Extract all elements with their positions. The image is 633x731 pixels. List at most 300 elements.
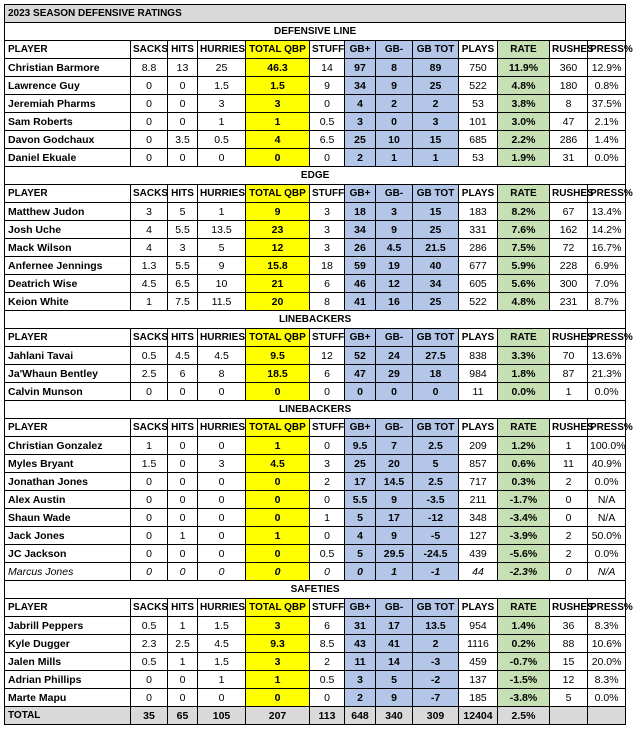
cell-hits: 0	[168, 563, 198, 581]
cell-gb-plus: 0	[345, 563, 376, 581]
cell-rushes: 286	[550, 131, 588, 149]
cell-plays: 127	[459, 527, 498, 545]
cell-total-qbp: 3	[246, 95, 310, 113]
cell-gb-minus: 9	[376, 491, 413, 509]
cell-plays: 11	[459, 383, 498, 401]
column-header-gb-tot: GB TOT	[413, 599, 459, 617]
cell-gb-tot: -3.5	[413, 491, 459, 509]
cell-rushes: 15	[550, 653, 588, 671]
cell-gb-tot: 21.5	[413, 239, 459, 257]
cell-hurries: 0	[198, 491, 246, 509]
column-header-gb-plus: GB+	[345, 329, 376, 347]
cell-total-qbp: 0	[246, 383, 310, 401]
cell-gb-plus: 5	[345, 545, 376, 563]
cell-gb-tot: 18	[413, 365, 459, 383]
cell-player: Christian Gonzalez	[5, 437, 131, 455]
column-header-stuff: STUFF	[310, 419, 345, 437]
cell-hurries: 0	[198, 437, 246, 455]
table-row	[5, 347, 626, 365]
cell-rushes: 2	[550, 473, 588, 491]
total-sacks: 35	[131, 707, 168, 725]
column-header-hurries: HURRIES	[198, 329, 246, 347]
cell-gb-minus: 5	[376, 671, 413, 689]
cell-gb-tot: 1	[413, 149, 459, 167]
cell-hurries: 0	[198, 689, 246, 707]
cell-stuff: 0	[310, 437, 345, 455]
cell-gb-minus: 4.5	[376, 239, 413, 257]
cell-gb-tot: 2	[413, 635, 459, 653]
cell-total-qbp: 0	[246, 545, 310, 563]
cell-gb-plus: 3	[345, 671, 376, 689]
cell-hits: 3	[168, 239, 198, 257]
column-header-plays: PLAYS	[459, 329, 498, 347]
column-header-press-pct: PRESS%	[588, 419, 626, 437]
cell-plays: 44	[459, 563, 498, 581]
cell-hurries: 9	[198, 257, 246, 275]
cell-sacks: 3	[131, 203, 168, 221]
cell-press-pct: 2.1%	[588, 113, 626, 131]
cell-sacks: 4.5	[131, 275, 168, 293]
cell-gb-tot: 2.5	[413, 473, 459, 491]
cell-stuff: 0	[310, 563, 345, 581]
cell-gb-tot: -24.5	[413, 545, 459, 563]
cell-gb-minus: 20	[376, 455, 413, 473]
cell-gb-tot: 25	[413, 221, 459, 239]
cell-sacks: 0.5	[131, 617, 168, 635]
cell-hits: 0	[168, 77, 198, 95]
table-row	[5, 131, 626, 149]
cell-hurries: 3	[198, 455, 246, 473]
total-gb-tot: 309	[413, 707, 459, 725]
cell-rate: 4.8%	[498, 77, 550, 95]
cell-gb-tot: 34	[413, 275, 459, 293]
cell-hits: 2.5	[168, 635, 198, 653]
cell-press-pct: 100.0%	[588, 437, 626, 455]
cell-gb-plus: 97	[345, 59, 376, 77]
cell-plays: 1116	[459, 635, 498, 653]
cell-total-qbp: 23	[246, 221, 310, 239]
cell-rate: 11.9%	[498, 59, 550, 77]
column-header-rate: RATE	[498, 599, 550, 617]
cell-gb-minus: 17	[376, 509, 413, 527]
cell-gb-minus: 10	[376, 131, 413, 149]
cell-rate: 5.6%	[498, 275, 550, 293]
cell-sacks: 0	[131, 491, 168, 509]
cell-press-pct: 13.6%	[588, 347, 626, 365]
cell-gb-minus: 7	[376, 437, 413, 455]
cell-player: Ja'Whaun Bentley	[5, 365, 131, 383]
column-header-player: PLAYER	[5, 419, 131, 437]
cell-rate: 0.2%	[498, 635, 550, 653]
cell-player: Davon Godchaux	[5, 131, 131, 149]
cell-gb-plus: 3	[345, 113, 376, 131]
cell-hits: 5	[168, 203, 198, 221]
cell-rate: -1.7%	[498, 491, 550, 509]
cell-rushes: 2	[550, 527, 588, 545]
table-row	[5, 95, 626, 113]
cell-gb-minus: 3	[376, 203, 413, 221]
cell-player: Jack Jones	[5, 527, 131, 545]
table-row	[5, 59, 626, 77]
column-header-press-pct: PRESS%	[588, 329, 626, 347]
cell-gb-minus: 9	[376, 689, 413, 707]
cell-press-pct: 0.0%	[588, 473, 626, 491]
cell-press-pct: 0.0%	[588, 545, 626, 563]
table-row	[5, 545, 626, 563]
cell-hurries: 25	[198, 59, 246, 77]
total-press-pct	[588, 707, 626, 725]
cell-plays: 838	[459, 347, 498, 365]
column-header-total-qbp: TOTAL QBP	[246, 419, 310, 437]
cell-gb-plus: 2	[345, 149, 376, 167]
cell-hurries: 8	[198, 365, 246, 383]
cell-rushes: 2	[550, 545, 588, 563]
cell-sacks: 0	[131, 131, 168, 149]
cell-hurries: 4.5	[198, 635, 246, 653]
cell-hits: 5.5	[168, 221, 198, 239]
cell-gb-minus: 0	[376, 113, 413, 131]
cell-press-pct: 1.4%	[588, 131, 626, 149]
cell-rate: -3.9%	[498, 527, 550, 545]
cell-plays: 522	[459, 77, 498, 95]
cell-gb-plus: 18	[345, 203, 376, 221]
cell-press-pct: 0.0%	[588, 689, 626, 707]
column-header-gb-plus: GB+	[345, 599, 376, 617]
cell-rushes: 0	[550, 491, 588, 509]
column-header-gb-minus: GB-	[376, 419, 413, 437]
column-header-rate: RATE	[498, 41, 550, 59]
table-row	[5, 113, 626, 131]
cell-gb-tot: 25	[413, 77, 459, 95]
cell-sacks: 0	[131, 383, 168, 401]
column-header-stuff: STUFF	[310, 599, 345, 617]
cell-player: Daniel Ekuale	[5, 149, 131, 167]
cell-gb-minus: 1	[376, 563, 413, 581]
total-gb-minus: 340	[376, 707, 413, 725]
section-row	[5, 581, 626, 599]
cell-stuff: 0.5	[310, 545, 345, 563]
column-header-gb-tot: GB TOT	[413, 419, 459, 437]
cell-gb-plus: 47	[345, 365, 376, 383]
section-title: SAFETIES	[5, 581, 626, 599]
column-header-player: PLAYER	[5, 185, 131, 203]
cell-total-qbp: 4	[246, 131, 310, 149]
cell-sacks: 2.3	[131, 635, 168, 653]
cell-total-qbp: 9.5	[246, 347, 310, 365]
cell-gb-plus: 25	[345, 131, 376, 149]
cell-gb-tot: 2.5	[413, 437, 459, 455]
cell-plays: 101	[459, 113, 498, 131]
cell-hurries: 3	[198, 95, 246, 113]
column-header-hurries: HURRIES	[198, 419, 246, 437]
section-row	[5, 23, 626, 41]
column-header-plays: PLAYS	[459, 41, 498, 59]
column-header-gb-plus: GB+	[345, 41, 376, 59]
column-header-player: PLAYER	[5, 599, 131, 617]
column-header-stuff: STUFF	[310, 185, 345, 203]
cell-total-qbp: 0	[246, 473, 310, 491]
column-header-hits: HITS	[168, 419, 198, 437]
header-row	[5, 329, 626, 347]
cell-hurries: 0	[198, 563, 246, 581]
cell-hits: 13	[168, 59, 198, 77]
cell-rate: 5.9%	[498, 257, 550, 275]
cell-stuff: 3	[310, 203, 345, 221]
cell-stuff: 0.5	[310, 671, 345, 689]
cell-gb-minus: 29	[376, 365, 413, 383]
cell-sacks: 0	[131, 77, 168, 95]
column-header-gb-minus: GB-	[376, 41, 413, 59]
total-total-qbp: 207	[246, 707, 310, 725]
cell-hits: 5.5	[168, 257, 198, 275]
table-row	[5, 239, 626, 257]
cell-gb-plus: 34	[345, 77, 376, 95]
cell-gb-tot: 5	[413, 455, 459, 473]
header-row	[5, 599, 626, 617]
section-title: DEFENSIVE LINE	[5, 23, 626, 41]
cell-sacks: 0	[131, 545, 168, 563]
cell-hits: 0	[168, 437, 198, 455]
cell-total-qbp: 20	[246, 293, 310, 311]
column-header-gb-minus: GB-	[376, 329, 413, 347]
total-rushes	[550, 707, 588, 725]
column-header-hurries: HURRIES	[198, 185, 246, 203]
cell-press-pct: 37.5%	[588, 95, 626, 113]
cell-gb-plus: 41	[345, 293, 376, 311]
cell-player: Shaun Wade	[5, 509, 131, 527]
column-header-sacks: SACKS	[131, 419, 168, 437]
cell-hits: 0	[168, 383, 198, 401]
cell-hits: 0	[168, 149, 198, 167]
column-header-press-pct: PRESS%	[588, 41, 626, 59]
table-row	[5, 293, 626, 311]
cell-stuff: 8.5	[310, 635, 345, 653]
cell-stuff: 6	[310, 617, 345, 635]
cell-rate: 8.2%	[498, 203, 550, 221]
cell-gb-tot: -7	[413, 689, 459, 707]
column-header-stuff: STUFF	[310, 41, 345, 59]
column-header-rushes: RUSHES	[550, 329, 588, 347]
section-title: EDGE	[5, 167, 626, 185]
cell-gb-minus: 29.5	[376, 545, 413, 563]
cell-gb-minus: 9	[376, 77, 413, 95]
cell-plays: 331	[459, 221, 498, 239]
cell-stuff: 2	[310, 653, 345, 671]
cell-gb-plus: 17	[345, 473, 376, 491]
cell-plays: 677	[459, 257, 498, 275]
cell-gb-plus: 2	[345, 689, 376, 707]
cell-hits: 0	[168, 455, 198, 473]
cell-hurries: 0	[198, 473, 246, 491]
cell-hits: 1	[168, 617, 198, 635]
cell-rate: -2.3%	[498, 563, 550, 581]
cell-gb-tot: -2	[413, 671, 459, 689]
cell-press-pct: 20.0%	[588, 653, 626, 671]
cell-hits: 1	[168, 527, 198, 545]
cell-rate: 4.8%	[498, 293, 550, 311]
cell-sacks: 0	[131, 509, 168, 527]
ratings-table	[4, 4, 633, 725]
section-row	[5, 401, 626, 419]
cell-stuff: 6	[310, 365, 345, 383]
column-header-press-pct: PRESS%	[588, 599, 626, 617]
cell-player: Mack Wilson	[5, 239, 131, 257]
cell-plays: 750	[459, 59, 498, 77]
header-row	[5, 41, 626, 59]
cell-plays: 984	[459, 365, 498, 383]
cell-hurries: 0	[198, 383, 246, 401]
column-header-total-qbp: TOTAL QBP	[246, 185, 310, 203]
cell-hits: 0	[168, 671, 198, 689]
cell-stuff: 1	[310, 509, 345, 527]
cell-gb-plus: 25	[345, 455, 376, 473]
cell-hits: 7.5	[168, 293, 198, 311]
table-row	[5, 491, 626, 509]
cell-stuff: 0	[310, 95, 345, 113]
cell-total-qbp: 18.5	[246, 365, 310, 383]
table-row	[5, 473, 626, 491]
cell-gb-minus: 2	[376, 95, 413, 113]
cell-total-qbp: 21	[246, 275, 310, 293]
cell-player: Adrian Phillips	[5, 671, 131, 689]
cell-rushes: 70	[550, 347, 588, 365]
cell-total-qbp: 1	[246, 527, 310, 545]
column-header-press-pct: PRESS%	[588, 185, 626, 203]
cell-gb-plus: 4	[345, 95, 376, 113]
section-title: LINEBACKERS	[5, 401, 626, 419]
cell-rate: 0.3%	[498, 473, 550, 491]
column-header-plays: PLAYS	[459, 599, 498, 617]
column-header-hurries: HURRIES	[198, 599, 246, 617]
total-rate: 2.5%	[498, 707, 550, 725]
cell-rate: 1.9%	[498, 149, 550, 167]
cell-press-pct: N/A	[588, 491, 626, 509]
cell-plays: 286	[459, 239, 498, 257]
cell-rushes: 300	[550, 275, 588, 293]
cell-gb-plus: 26	[345, 239, 376, 257]
cell-press-pct: 8.3%	[588, 617, 626, 635]
cell-rate: 3.0%	[498, 113, 550, 131]
cell-rushes: 88	[550, 635, 588, 653]
cell-rushes: 162	[550, 221, 588, 239]
cell-rate: 2.2%	[498, 131, 550, 149]
cell-press-pct: 7.0%	[588, 275, 626, 293]
cell-rate: -0.7%	[498, 653, 550, 671]
cell-total-qbp: 1.5	[246, 77, 310, 95]
cell-press-pct: N/A	[588, 563, 626, 581]
cell-stuff: 12	[310, 347, 345, 365]
table-row	[5, 653, 626, 671]
cell-plays: 522	[459, 293, 498, 311]
cell-player: Calvin Munson	[5, 383, 131, 401]
column-header-rushes: RUSHES	[550, 41, 588, 59]
cell-total-qbp: 0	[246, 689, 310, 707]
cell-plays: 717	[459, 473, 498, 491]
column-header-rate: RATE	[498, 419, 550, 437]
cell-rate: -1.5%	[498, 671, 550, 689]
cell-press-pct: 12.9%	[588, 59, 626, 77]
cell-total-qbp: 1	[246, 671, 310, 689]
ratings-sheet	[4, 4, 633, 725]
table-row	[5, 689, 626, 707]
cell-rushes: 36	[550, 617, 588, 635]
cell-plays: 439	[459, 545, 498, 563]
cell-total-qbp: 12	[246, 239, 310, 257]
cell-rate: 0.0%	[498, 383, 550, 401]
cell-plays: 53	[459, 149, 498, 167]
cell-gb-minus: 12	[376, 275, 413, 293]
cell-gb-plus: 46	[345, 275, 376, 293]
cell-stuff: 3	[310, 239, 345, 257]
cell-rushes: 11	[550, 455, 588, 473]
cell-plays: 209	[459, 437, 498, 455]
cell-gb-plus: 0	[345, 383, 376, 401]
column-header-hits: HITS	[168, 41, 198, 59]
cell-gb-minus: 9	[376, 527, 413, 545]
column-header-hits: HITS	[168, 329, 198, 347]
cell-stuff: 0	[310, 149, 345, 167]
cell-gb-plus: 9.5	[345, 437, 376, 455]
cell-gb-tot: 15	[413, 203, 459, 221]
total-gb-plus: 648	[345, 707, 376, 725]
cell-stuff: 6.5	[310, 131, 345, 149]
table-row	[5, 617, 626, 635]
cell-player: Marte Mapu	[5, 689, 131, 707]
section-title: LINEBACKERS	[5, 311, 626, 329]
cell-total-qbp: 3	[246, 653, 310, 671]
cell-player: Jeremiah Pharms	[5, 95, 131, 113]
cell-hurries: 0	[198, 149, 246, 167]
cell-hurries: 0	[198, 527, 246, 545]
cell-total-qbp: 15.8	[246, 257, 310, 275]
column-header-total-qbp: TOTAL QBP	[246, 599, 310, 617]
cell-sacks: 4	[131, 239, 168, 257]
total-player: TOTAL	[5, 707, 131, 725]
cell-rushes: 1	[550, 383, 588, 401]
cell-hits: 0	[168, 113, 198, 131]
cell-hits: 0	[168, 473, 198, 491]
cell-gb-tot: 89	[413, 59, 459, 77]
cell-gb-tot: 40	[413, 257, 459, 275]
table-row	[5, 77, 626, 95]
cell-press-pct: 16.7%	[588, 239, 626, 257]
cell-player: Kyle Dugger	[5, 635, 131, 653]
column-header-sacks: SACKS	[131, 185, 168, 203]
header-row	[5, 419, 626, 437]
cell-rushes: 1	[550, 437, 588, 455]
cell-stuff: 8	[310, 293, 345, 311]
cell-press-pct: 0.0%	[588, 383, 626, 401]
cell-sacks: 0	[131, 149, 168, 167]
cell-total-qbp: 9.3	[246, 635, 310, 653]
cell-rushes: 5	[550, 689, 588, 707]
cell-player: Jonathan Jones	[5, 473, 131, 491]
cell-player: Sam Roberts	[5, 113, 131, 131]
cell-rushes: 180	[550, 77, 588, 95]
cell-plays: 348	[459, 509, 498, 527]
cell-gb-tot: 15	[413, 131, 459, 149]
cell-gb-tot: 0	[413, 383, 459, 401]
cell-press-pct: 8.7%	[588, 293, 626, 311]
cell-gb-tot: 2	[413, 95, 459, 113]
cell-hurries: 1	[198, 203, 246, 221]
cell-hurries: 1	[198, 671, 246, 689]
cell-rate: 7.6%	[498, 221, 550, 239]
cell-hurries: 1.5	[198, 653, 246, 671]
cell-hits: 6	[168, 365, 198, 383]
cell-hurries: 0.5	[198, 131, 246, 149]
cell-press-pct: N/A	[588, 509, 626, 527]
